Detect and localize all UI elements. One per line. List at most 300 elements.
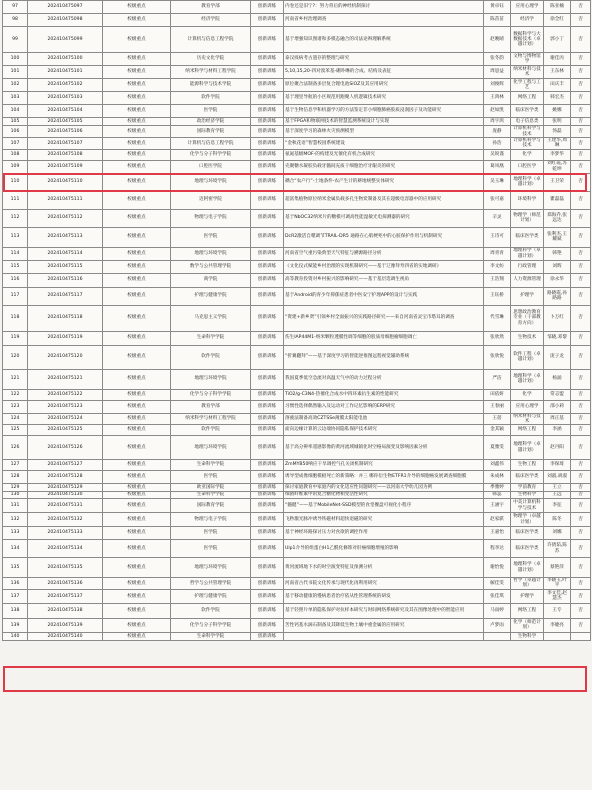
result-flag-cell: 否 (571, 558, 591, 578)
project-title-cell: ZmMYB50响应干旱调控气孔关闭机制研究 (284, 460, 484, 471)
leader-major-cell: 网络工程 (511, 92, 544, 105)
college-name-cell: 生命科学学院 (171, 331, 251, 345)
project-id-cell: 202410475138 (28, 603, 103, 618)
project-id-cell: 202410475128 (28, 471, 103, 484)
project-title-cell: 河南省空气重污染典型天气特征与溯源路径分析 (284, 247, 484, 260)
project-id-cell: 202410475125 (28, 425, 103, 436)
leader-major-cell: 学前教育 (511, 484, 544, 492)
project-id-cell: 202410475139 (28, 618, 103, 632)
project-level-cell: 校级重点 (103, 400, 171, 413)
table-row (3, 191, 591, 209)
project-id-cell: 202410475140 (28, 632, 103, 640)
project-leader-cell: 马雨婷 (484, 603, 511, 618)
leader-major-cell: 护理学 (511, 287, 544, 305)
project-title-cell: 基于高分辨率遥感影像的黄河流域城镇化时空格局演变及影响因素分析 (284, 436, 484, 460)
project-leader-cell: 王春丽 (484, 400, 511, 413)
result-flag-cell: 否 (571, 460, 591, 471)
project-leader-cell: 朱成林 (484, 471, 511, 484)
project-type-cell: 创新训练 (251, 227, 284, 247)
project-leader-cell: 周青青 (484, 247, 511, 260)
project-leader-cell: 赵晚晴 (484, 27, 511, 53)
project-type-cell: 创新训练 (251, 14, 284, 27)
result-flag-cell: 否 (571, 126, 591, 138)
project-leader-cell: 卢梦雨 (484, 618, 511, 632)
college-name-cell: 软件学院 (171, 92, 251, 105)
table-row (3, 247, 591, 260)
project-title-cell: 基于NbOC32纳米片的糖模可调高性能湿敏光电探测器的研究 (284, 209, 484, 227)
college-name-cell: 医学院 (171, 227, 251, 247)
row-number-cell: 114 (3, 247, 28, 260)
advisor-name-cell: 徐永华 (544, 273, 571, 287)
project-id-cell: 202410475136 (28, 578, 103, 590)
project-title-cell: 氨氮基级MOF-的构建及光催化有机合成研究 (284, 149, 484, 160)
project-level-cell: 校级重点 (103, 499, 171, 513)
row-number-cell: 129 (3, 484, 28, 492)
project-type-cell: 创新训练 (251, 173, 284, 191)
table-row (3, 400, 591, 413)
advisor-name-cell: 李晓玉,叶平 (544, 578, 571, 590)
project-leader-cell (484, 632, 511, 640)
college-name-cell: 护理与健康学院 (171, 287, 251, 305)
project-id-cell: 202410475119 (28, 331, 103, 345)
college-name-cell: 国际教育学院 (171, 499, 251, 513)
row-number-cell: 126 (3, 436, 28, 460)
project-id-cell: 202410475111 (28, 191, 103, 209)
project-id-cell: 202410475130 (28, 492, 103, 499)
row-number-cell: 118 (3, 305, 28, 331)
project-type-cell: 创新训练 (251, 460, 284, 471)
project-level-cell: 校级重点 (103, 14, 171, 27)
project-title-cell: 《文化仪式赋能乡村治理的实现机制研究——基于辽豫拜寿四省的实地调研》 (284, 260, 484, 273)
table-row (3, 149, 591, 160)
table-row (3, 105, 591, 118)
advisor-name-cell: 常志盟 (544, 389, 571, 400)
college-name-cell: 教育学部 (171, 400, 251, 413)
project-title-cell: 基于FPGA和物联网技术的智慧监测系统设计与实现 (284, 118, 484, 126)
project-id-cell: 202410475105 (28, 118, 103, 126)
result-flag-cell: 否 (571, 14, 591, 27)
college-name-cell: 经济学院 (171, 14, 251, 27)
table-row (3, 305, 591, 331)
table-row (3, 1, 591, 14)
table-row (3, 66, 591, 79)
result-flag-cell: 否 (571, 305, 591, 331)
table-row (3, 92, 591, 105)
table-row (3, 527, 591, 540)
table-row (3, 209, 591, 227)
college-name-cell: 生命科学学院 (171, 632, 251, 640)
college-name-cell: 医学院 (171, 105, 251, 118)
advisor-name-cell: 杨涌 (544, 369, 571, 389)
advisor-name-cell: 路晓霞,孙路路 (544, 287, 571, 305)
project-leader-cell: 田依妍 (484, 389, 511, 400)
college-name-cell: 地理与环境学院 (171, 436, 251, 460)
result-flag-cell: 否 (571, 273, 591, 287)
result-flag-cell: 否 (571, 173, 591, 191)
leader-major-cell: 文物与博物馆学 (511, 53, 544, 66)
result-flag-cell (571, 632, 591, 640)
project-id-cell: 202410475103 (28, 92, 103, 105)
project-title-cell: 细菌纤维素中的复合糖化物相变活性研究 (284, 492, 484, 499)
leader-major-cell: 思想政治教育专业（干部教育方向） (511, 305, 544, 331)
project-type-cell: 创新训练 (251, 53, 284, 66)
leader-major-cell: 临床医学类 (511, 227, 544, 247)
table-row (3, 27, 591, 53)
project-type-cell: 创新训练 (251, 413, 284, 425)
college-name-cell: 软件学院 (171, 345, 251, 369)
advisor-name-cell: 王远 (544, 492, 571, 499)
college-name-cell: 能源科学与技术学院 (171, 79, 251, 92)
project-title-cell: 基于轻照片单的隐私保护对抗样本研究与时间网络系统研究及其在图像处理中的智能应用 (284, 603, 484, 618)
project-level-cell: 校级重点 (103, 513, 171, 527)
project-leader-cell: 赵家骐 (484, 513, 511, 527)
table-row (3, 460, 591, 471)
advisor-name-cell: 蔡艳萍 (544, 558, 571, 578)
row-number-cell: 109 (3, 160, 28, 173)
college-name-cell: 地理与环境学院 (171, 247, 251, 260)
college-name-cell: 化学与分子科学学院 (171, 618, 251, 632)
leader-major-cell: 临床医学类 (511, 105, 544, 118)
project-type-cell: 创新训练 (251, 247, 284, 260)
project-leader-cell: 王鸿林 (484, 92, 511, 105)
project-title-cell: Ulp1介导的组蛋白H1乙酰化修饰对肝癌细胞增殖的影响 (284, 540, 484, 558)
leader-major-cell: 临床医学类 (511, 471, 544, 484)
project-leader-cell: 吴玉琳 (484, 173, 511, 191)
project-id-cell: 202410475116 (28, 273, 103, 287)
project-title-cell: DcR2激活自噬调节TRAIL-DR5 通路在心肌梗死中的心脏保护作用与机制研究 (284, 227, 484, 247)
project-id-cell: 202410475120 (28, 345, 103, 369)
college-name-cell: 迈阿密学院 (171, 191, 251, 209)
advisor-name-cell: 许倩茹,陈苏 (544, 540, 571, 558)
project-level-cell: 校级重点 (103, 471, 171, 484)
project-leader-cell: 王诗可 (484, 227, 511, 247)
project-type-cell: 创新训练 (251, 558, 284, 578)
college-name-cell: 哲学与公共管理学院 (171, 578, 251, 590)
project-leader-cell: 夏雅雯 (484, 436, 511, 460)
project-type-cell: 创新训练 (251, 209, 284, 227)
leader-major-cell: 数据科学与大数据技术（卓越计划） (511, 27, 544, 53)
table-row (3, 173, 591, 191)
project-type-cell: 创新训练 (251, 273, 284, 287)
project-level-cell: 校级重点 (103, 425, 171, 436)
college-name-cell: 化学与分子科学学院 (171, 389, 251, 400)
project-title-cell: 诱导型成像细胞模板死亡的新策略：并三 哪你衍生物ETFR1介导的细胞癌发展调查细胞膜 (284, 471, 484, 484)
table-row (3, 126, 591, 138)
leader-major-cell: 物理学（卓越计划） (511, 513, 544, 527)
leader-major-cell: 生物科学 (511, 492, 544, 499)
table-row (3, 79, 591, 92)
project-type-cell: 创新训练 (251, 618, 284, 632)
advisor-name-cell: 刘娜 (544, 527, 571, 540)
result-flag-cell: 否 (571, 484, 591, 492)
advisor-name-cell: 李梦华 (544, 149, 571, 160)
result-flag-cell: 否 (571, 499, 591, 513)
advisor-name-cell: 周正基 (544, 413, 571, 425)
result-flag-cell: 否 (571, 105, 591, 118)
project-type-cell: 创新训练 (251, 578, 284, 590)
result-flag-cell: 否 (571, 118, 591, 126)
project-id-cell: 202410475129 (28, 484, 103, 492)
project-leader-cell: 王钰桥 (484, 287, 511, 305)
result-flag-cell: 否 (571, 66, 591, 79)
row-number-cell: 135 (3, 558, 28, 578)
project-title-cell: 伤生IAP44M1-纳米颗粒透膜性调等细胞的股质母细胞瘤细胞调亡 (284, 331, 484, 345)
leader-major-cell: 纳米材料与技术 (511, 66, 544, 79)
project-level-cell: 校级重点 (103, 209, 171, 227)
project-level-cell: 校级重点 (103, 603, 171, 618)
advisor-name-cell: 田庆丰 (544, 79, 571, 92)
leader-major-cell: 地理科学（卓越计划） (511, 173, 544, 191)
leader-major-cell: 应用心理学 (511, 1, 544, 14)
table-row (3, 618, 591, 632)
project-leader-cell: 代雪琳 (484, 305, 511, 331)
result-flag-cell: 否 (571, 227, 591, 247)
project-level-cell: 校级重点 (103, 53, 171, 66)
leader-major-cell: 临床医学类 (511, 540, 544, 558)
project-id-cell: 202410475114 (28, 247, 103, 260)
project-title-cell: 基于理里导航的小区规范用跑聚人机逻辑技术研究 (284, 92, 484, 105)
project-leader-cell: 季雅婷 (484, 484, 511, 492)
result-flag-cell: 否 (571, 1, 591, 14)
college-name-cell: 物理与电子学院 (171, 209, 251, 227)
project-title-cell: 探讨家庭教育中家庭内的文化适应性问题研究——以河南大学幼儿园为例 (284, 484, 484, 492)
project-level-cell: 校级重点 (103, 92, 171, 105)
project-id-cell: 202410475134 (28, 540, 103, 558)
college-name-cell: 医学院 (171, 471, 251, 484)
leader-major-cell: 地理科学（卓越计划） (511, 558, 544, 578)
leader-major-cell: 临床医学类 (511, 527, 544, 540)
table-row (3, 603, 591, 618)
project-id-cell: 202410475127 (28, 460, 103, 471)
result-flag-cell: 否 (571, 400, 591, 413)
college-name-cell: 地理与环境学院 (171, 369, 251, 389)
leader-major-cell: 经济学 (511, 14, 544, 27)
table-row (3, 499, 591, 513)
row-number-cell: 110 (3, 173, 28, 191)
project-leader-cell: 陈苗苗 (484, 14, 511, 27)
project-id-cell: 202410475115 (28, 260, 103, 273)
result-flag-cell: 否 (571, 138, 591, 150)
project-level-cell: 校级重点 (103, 369, 171, 389)
row-number-cell: 125 (3, 425, 28, 436)
advisor-name-cell: 王专 (544, 603, 571, 618)
table-row (3, 632, 591, 640)
project-level-cell: 校级重点 (103, 618, 171, 632)
advisor-name-cell: 李涵 (544, 425, 571, 436)
table-row (3, 345, 591, 369)
result-flag-cell: 否 (571, 603, 591, 618)
advisor-name-cell: 汤磊 (544, 126, 571, 138)
project-type-cell: 创新训练 (251, 492, 284, 499)
project-type-cell: 创新训练 (251, 484, 284, 492)
row-number-cell: 132 (3, 513, 28, 527)
project-type-cell: 创新训练 (251, 27, 284, 53)
project-level-cell: 校级重点 (103, 492, 171, 499)
project-title-cell: 溶液法制备高效CZTSSe薄膜太阳能电池 (284, 413, 484, 425)
project-level-cell: 校级重点 (103, 1, 171, 14)
result-flag-cell: 否 (571, 92, 591, 105)
leader-major-cell: 人力资源管理 (511, 273, 544, 287)
advisor-name-cell: 赵丹阳 (544, 436, 571, 460)
project-leader-cell: 王蓓 (484, 413, 511, 425)
row-number-cell: 101 (3, 66, 28, 79)
advisor-name-cell: 张利杰,王耀斌 (544, 227, 571, 247)
leader-major-cell: 软件工程（卓越计划） (511, 345, 544, 369)
project-type-cell: 创新训练 (251, 260, 284, 273)
project-id-cell: 202410475110 (28, 173, 103, 191)
project-type-cell: 创新训练 (251, 287, 284, 305)
project-id-cell: 202410475124 (28, 413, 103, 425)
leader-major-cell: 地理科学（卓越计划） (511, 436, 544, 460)
project-level-cell: 校级重点 (103, 160, 171, 173)
college-name-cell: 医学院 (171, 540, 251, 558)
project-type-cell: 创新训练 (251, 540, 284, 558)
project-id-cell: 202410475098 (28, 14, 103, 27)
project-level-cell: 校级重点 (103, 79, 171, 92)
project-leader-cell: 张欣然 (484, 331, 511, 345)
result-flag-cell: 否 (571, 389, 591, 400)
table-row (3, 492, 591, 499)
advisor-name-cell: 王立 (544, 484, 571, 492)
leader-major-cell: 哲学（卓越计划） (511, 578, 544, 590)
row-number-cell: 131 (3, 499, 28, 513)
result-flag-cell: 否 (571, 331, 591, 345)
college-name-cell: 历史文化学院 (171, 53, 251, 66)
leader-major-cell: 化学 (511, 149, 544, 160)
advisor-name-cell: 张明 (544, 118, 571, 126)
project-leader-cell: 庞静 (484, 126, 511, 138)
leader-major-cell: 电子信息类 (511, 118, 544, 126)
project-leader-cell: 王涵宇 (484, 499, 511, 513)
project-level-cell: 校级重点 (103, 260, 171, 273)
project-type-cell: 创新训练 (251, 126, 284, 138)
row-number-cell: 97 (3, 1, 28, 14)
project-level-cell: 校级重点 (103, 118, 171, 126)
table-row (3, 14, 591, 27)
college-name-cell: 护理与健康学院 (171, 589, 251, 603)
result-flag-cell: 否 (571, 79, 591, 92)
project-type-cell: 创新训练 (251, 425, 284, 436)
project-leader-cell: 谢怡悦 (484, 558, 511, 578)
project-id-cell: 202410475113 (28, 227, 103, 247)
project-id-cell: 202410475106 (28, 126, 103, 138)
result-flag-cell: 否 (571, 369, 591, 389)
college-name-cell: 生命科学学院 (171, 460, 251, 471)
project-type-cell: 创新训练 (251, 66, 284, 79)
result-flag-cell: 否 (571, 471, 591, 484)
project-leader-cell: 黄卓钰 (484, 1, 511, 14)
project-id-cell: 202410475126 (28, 436, 103, 460)
row-number-cell: 115 (3, 260, 28, 273)
advisor-name-cell: 刘辉 (544, 260, 571, 273)
advisor-name-cell: 卜万红 (544, 305, 571, 331)
advisor-name-cell (544, 632, 571, 640)
row-number-cell: 140 (3, 632, 28, 640)
project-type-cell: 创新训练 (251, 345, 284, 369)
result-flag-cell: 否 (571, 618, 591, 632)
project-type-cell: 创新训练 (251, 632, 284, 640)
college-name-cell: 计算机与信息工程学院 (171, 27, 251, 53)
leader-major-cell: 化学（师范计划） (511, 618, 544, 632)
row-number-cell: 100 (3, 53, 28, 66)
row-number-cell: 128 (3, 471, 28, 484)
project-id-cell: 202410475137 (28, 589, 103, 603)
project-id-cell: 202410475117 (28, 287, 103, 305)
project-title-cell: 高等教育投资对乡村振兴的影响研究——基于基层选调生视角 (284, 273, 484, 287)
project-title-cell: 超富集植物原位纳米金属负载多孔生物炭制备及其在超级电容器中的应用研究 (284, 191, 484, 209)
table-row (3, 53, 591, 66)
project-title-cell: 基于深度学习的森林火灾预测模型 (284, 126, 484, 138)
leader-major-cell: 化学 (511, 389, 544, 400)
row-number-cell: 124 (3, 413, 28, 425)
result-flag-cell: 否 (571, 260, 591, 273)
college-name-cell: 生命科学学院 (171, 492, 251, 499)
advisor-name-cell: 王卫荣 (544, 173, 571, 191)
table-row (3, 260, 591, 273)
project-level-cell: 校级重点 (103, 27, 171, 53)
college-name-cell: 商学院 (171, 273, 251, 287)
row-number-cell: 102 (3, 79, 28, 92)
row-number-cell: 121 (3, 369, 28, 389)
project-id-cell: 202410475101 (28, 66, 103, 79)
row-number-cell: 112 (3, 209, 28, 227)
row-number-cell: 107 (3, 138, 28, 150)
project-level-cell: 校级重点 (103, 191, 171, 209)
project-leader-cell: 孙浩 (484, 138, 511, 150)
table-row (3, 436, 591, 460)
project-level-cell: 校级重点 (103, 331, 171, 345)
project-leader-cell: 张可嘉 (484, 191, 511, 209)
project-leader-cell: 金其颖 (484, 425, 511, 436)
college-name-cell: 政治经济学院 (171, 118, 251, 126)
row-number-cell: 134 (3, 540, 28, 558)
table-row (3, 273, 591, 287)
row-number-cell: 123 (3, 400, 28, 413)
project-type-cell: 创新训练 (251, 92, 284, 105)
project-title-cell: 面向边缘计算的云边端协同隐私保护技术研究 (284, 425, 484, 436)
project-leader-cell: 周宇鸿 (484, 118, 511, 126)
project-id-cell: 202410475121 (28, 369, 103, 389)
project-level-cell: 校级重点 (103, 389, 171, 400)
leader-major-cell: 应用心理学 (511, 400, 544, 413)
project-leader-cell: 韩蕊 (484, 492, 511, 499)
advisor-name-cell: 韩艳 (544, 247, 571, 260)
college-name-cell: 纳米科学与材料工程学院 (171, 413, 251, 425)
project-title-cell (284, 632, 484, 640)
table-row (3, 540, 591, 558)
college-name-cell: 地理与环境学院 (171, 173, 251, 191)
table-row (3, 413, 591, 425)
project-leader-cell: 解佳雯 (484, 578, 511, 590)
row-number-cell: 113 (3, 227, 28, 247)
result-flag-cell: 否 (571, 436, 591, 460)
advisor-name-cell: 陈亚楠 (544, 1, 571, 14)
project-leader-cell: 严洁 (484, 369, 511, 389)
result-flag-cell: 否 (571, 209, 591, 227)
project-type-cell: 创新训练 (251, 118, 284, 126)
row-number-cell: 120 (3, 345, 28, 369)
project-type-cell: 创新训练 (251, 369, 284, 389)
college-name-cell: 马克思主义学院 (171, 305, 251, 331)
project-leader-cell: 张佳琪 (484, 589, 511, 603)
project-level-cell: 校级重点 (103, 105, 171, 118)
leader-major-cell: 护理学 (511, 589, 544, 603)
highlight-box-row-131 (3, 666, 587, 692)
project-title-cell: 基于生物信息学和机器学习的方法鉴定非小细胞肺癌胶质浸润因子及功能研究 (284, 105, 484, 118)
leader-major-cell: 口腔医学 (511, 160, 544, 173)
project-level-cell: 校级重点 (103, 173, 171, 191)
row-number-cell: 106 (3, 126, 28, 138)
